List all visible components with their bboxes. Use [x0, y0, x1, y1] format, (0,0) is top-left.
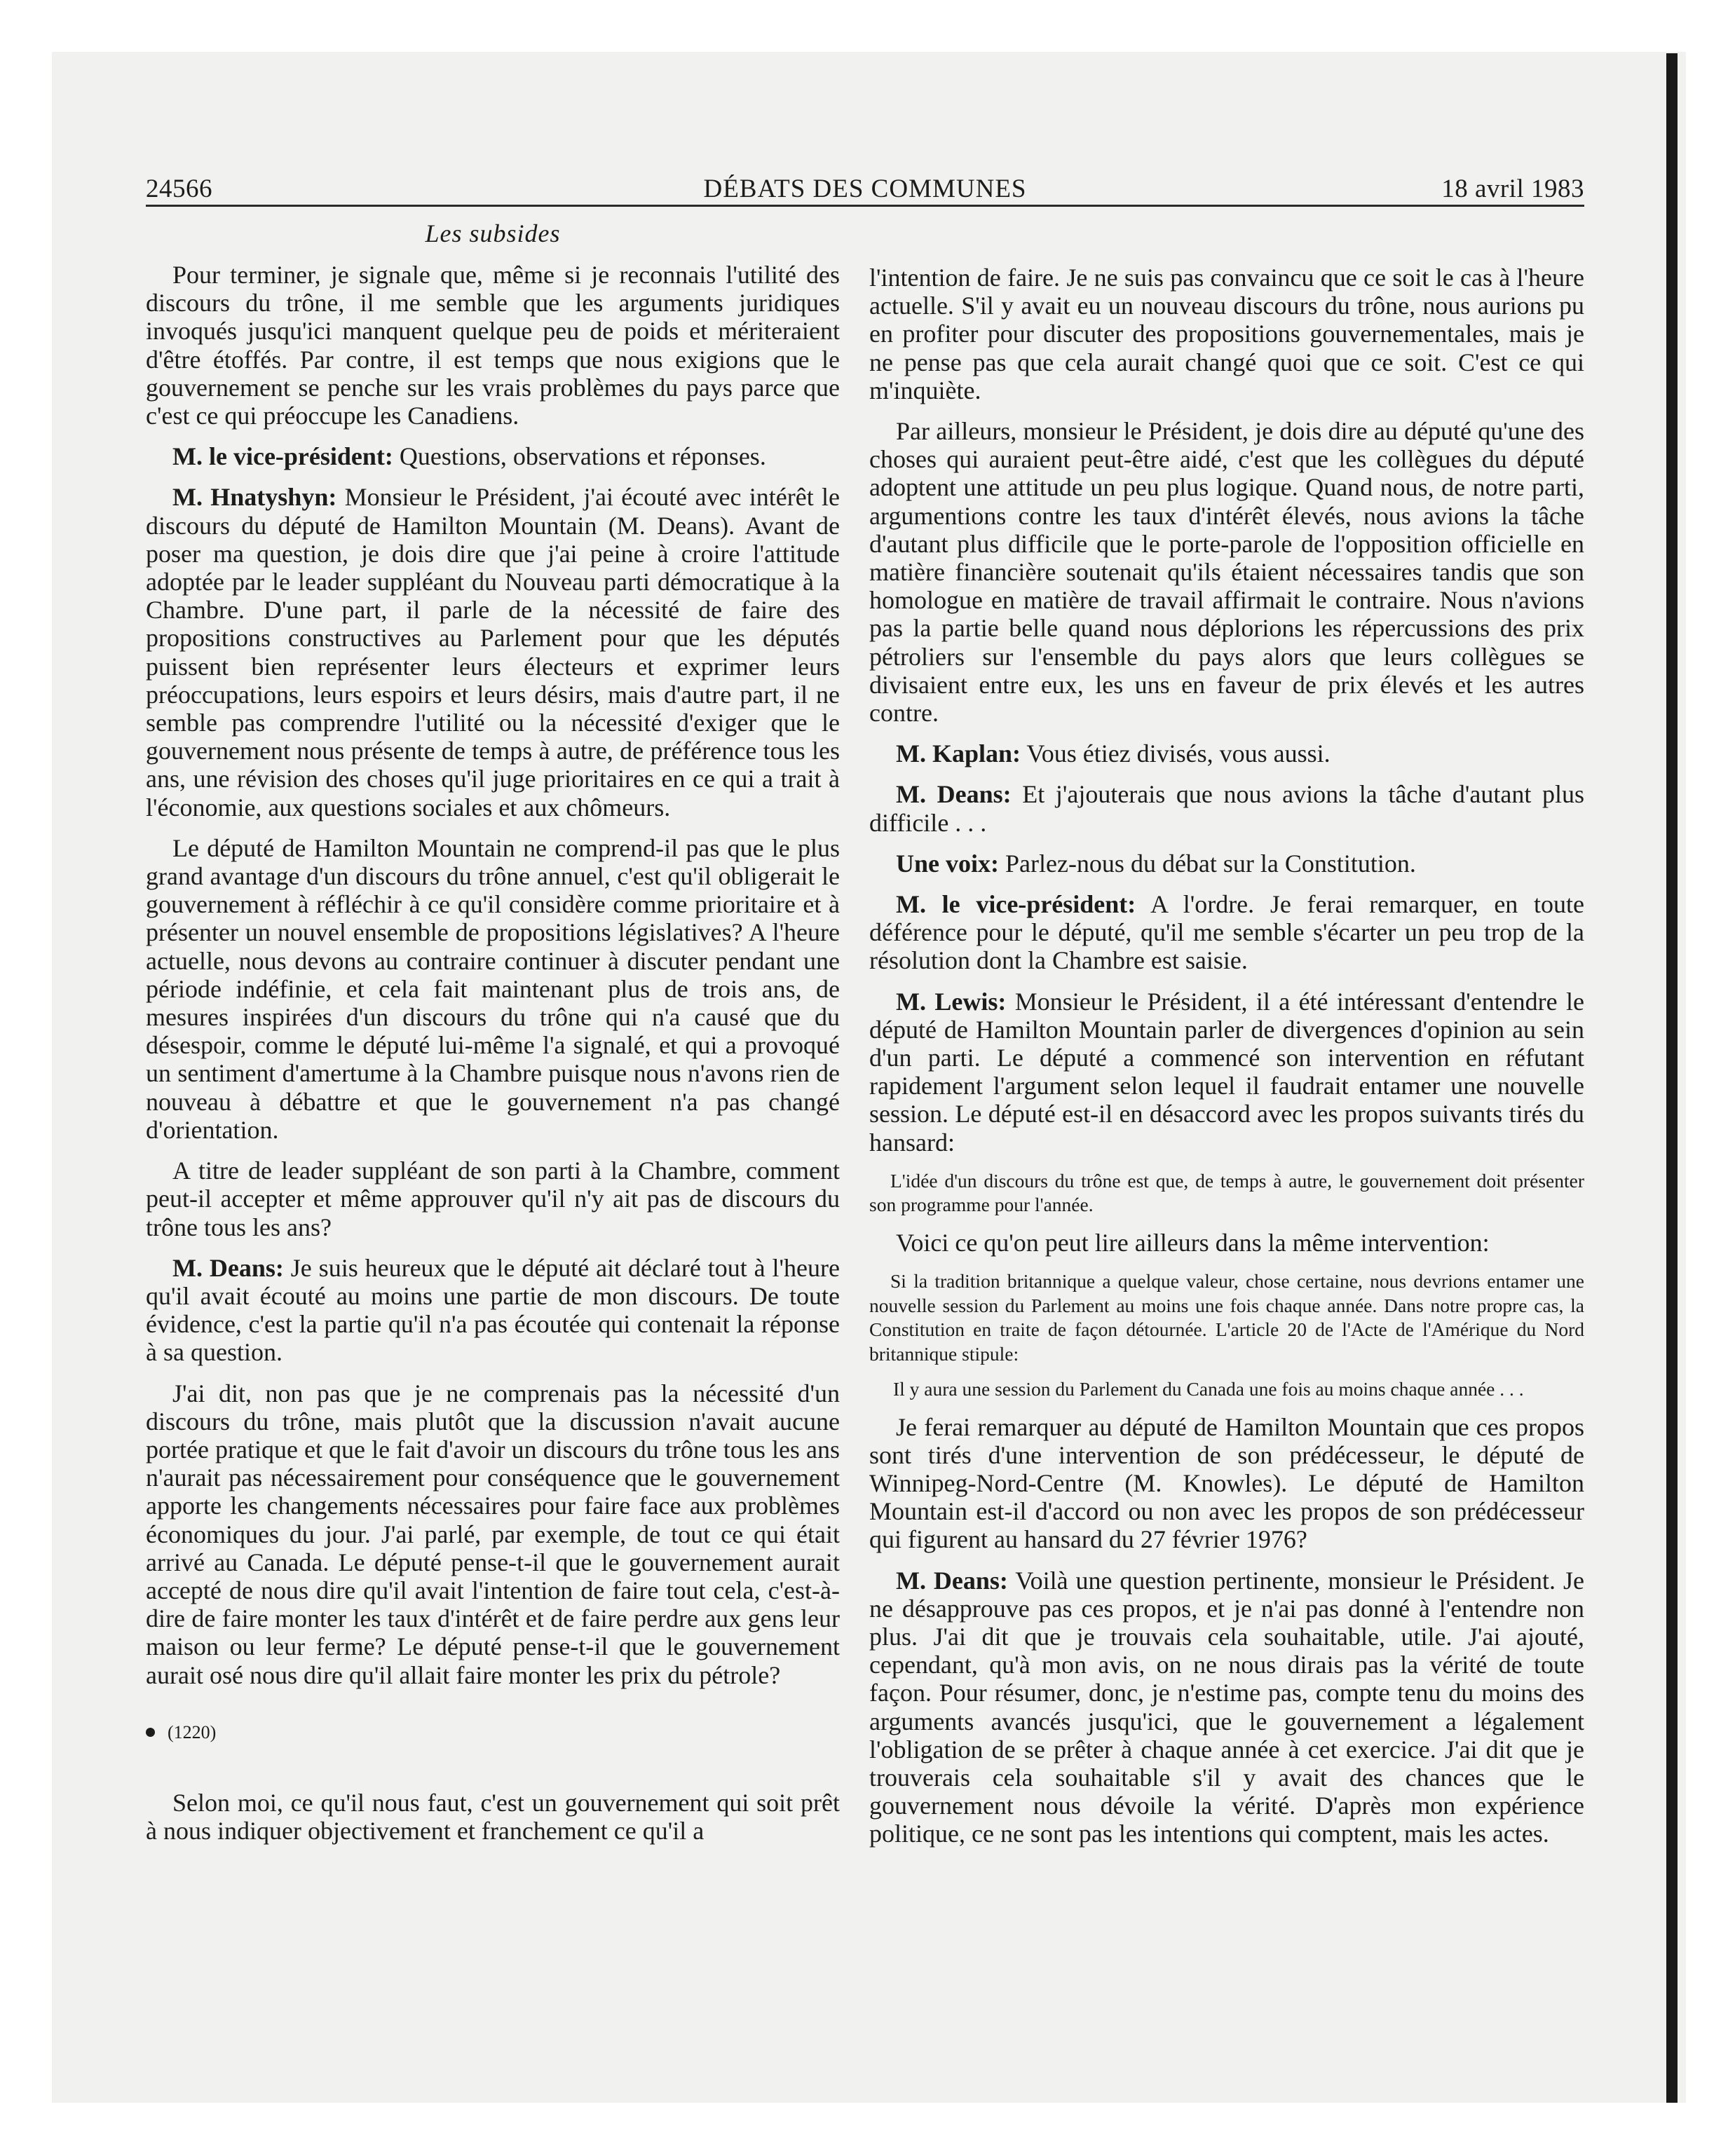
paragraph: l'intention de faire. Je ne suis pas convaincu que ce soit le cas à l'heure actuelle. S'il y avait eu un nouveau discours du trône, nous aurions pu en profiter pour discuter des propositions gouvernementales, mais je ne pense pas que cela aurait changé quoi que ce soit. C'est ce qui m'inquiète.: [869, 264, 1584, 404]
timestamp-text: (1220): [168, 1721, 217, 1742]
speech-text: Questions, observations et réponses.: [393, 442, 766, 471]
speech-text: Et j'ajouterais que nous avions la tâche d'autant plus difficile . . .: [869, 780, 1584, 837]
paragraph: Pour terminer, je signale que, même si je reconnais l'utilité des discours du trône, il me semble que les arguments juridiques invoqués jusqu'ici manquent quelque peu de poids et mériteraient d'être étoffés. Par contre, il est temps que nous exigions que le gouvernement se penche sur les vrais problèmes du pays parce que c'est ce qui préoccupe les Canadiens.: [146, 261, 840, 430]
speaker-name: M. le vice-président:: [896, 890, 1136, 919]
page-header: [146, 168, 1584, 207]
speaker-name: M. Deans:: [172, 1253, 284, 1282]
speech-text: Vous étiez divisés, vous aussi.: [1021, 739, 1331, 768]
speaker-name: M. Deans:: [896, 1566, 1008, 1595]
block-quote: Si la tradition britannique a quelque valeur, chose certaine, nous devrions entamer une nouvelle session du Parlement au moins une fois chaque année. Dans notre propre cas, la Constitution en traite de façon détournée. L'article 20 de l'Acte de l'Amérique du Nord britannique stipule:: [869, 1270, 1584, 1365]
right-column: [869, 264, 1584, 1861]
nested-quote: Il y aura une session du Parlement du Canada une fois au moins chaque année . . .: [893, 1378, 1524, 1400]
paragraph: Je ferai remarquer au député de Hamilton Mountain que ces propos sont tirés d'une intervention de son prédécesseur, le député de Winnipeg-Nord-Centre (M. Knowles). Le député de Hamilton Mountain est-il d'accord ou non avec les propos de son prédécesseur qui figurent au hansard du 27 février 1976?: [869, 1412, 1584, 1554]
paragraph: Le député de Hamilton Mountain ne comprend-il pas que le plus grand avantage d'un discours du trône annuel, c'est qu'il obligerait le gouvernement à réfléchir à ce qu'il considère comme prioritaire et à présenter un nouvel ensemble de propositions législatives? A l'heure actuelle, nous devons au contraire continuer à discuter pendant une période indéfinie, et cela fait maintenant plus de trois ans, de mesures inspirées d'un discours du trône qui n'a causé que du désespoir, comme le député lui-même l'a signalé, et qui a provoqué un sentiment d'amertume à la Chambre puisque nous n'avons rien de nouveau à débattre et que le gouvernement n'a pas changé d'orientation.: [146, 833, 840, 1144]
speech-text: A l'ordre. Je ferai remarquer, en toute déférence pour le député, qu'il me semble s'écarter un peu trop de la résolution dont la Chambre est saisie.: [869, 890, 1584, 975]
page-number: 24566: [146, 175, 212, 203]
paragraph: A titre de leader suppléant de son parti à la Chambre, comment peut-il accepter et même approuver qu'il n'y ait pas de discours du trône tous les ans?: [146, 1157, 840, 1241]
speech-text: Monsieur le Président, j'ai écouté avec intérêt le discours du député de Hamilton Mountain (M. Deans). Avant de poser ma question, je dois dire que j'ai peine à croire l'attitude adoptée par le leader suppléant du Nouveau parti démocratique à la Chambre. D'une part, il parle de la nécessité de faire des propositions constructives au Parlement pour que les députés puissent bien représenter leurs électeurs et exprimer leurs préoccupations, leurs espoirs et leurs désirs, mais d'autre part, il ne semble pas comprendre l'utilité ou la nécessité d'exiger que le gouvernement nous présente de temps à autre, de préférence tous les ans, une révision des choses qu'il juge prioritaires en ce qui a trait à l'économie, aux questions sociales et aux chômeurs.: [146, 483, 840, 821]
scan-edge-bar: [1666, 53, 1678, 2103]
paragraph: [869, 739, 1584, 767]
speech-text: Voilà une question pertinente, monsieur le Président. Je ne désapprouve pas ces propos, et je n'ai pas donné à l'entendre non plus. J'ai dit que je trouvais cela souhaitable, utile. J'ai ajouté, cependant, qu'à mon avis, on ne nous dirais pas la vérité de toute façon. Pour résumer, donc, je n'estime pas, compte tenu du moins des arguments avancés jusqu'ici, que le gouvernement a légalement l'obligation de se prêter à chaque année à cet exercice. J'ai dit que je trouverais cela souhaitable s'il y avait des chances que le gouvernement nous dévoile la vérité. D'après mon expérience politique, ce ne sont pas les intentions qui comptent, mais les actes.: [869, 1566, 1584, 1848]
paragraph: [869, 1567, 1584, 1848]
issue-date: 18 avril 1983: [1441, 175, 1584, 203]
speech-text: Parlez-nous du débat sur la Constitution.: [999, 849, 1416, 878]
paragraph: Par ailleurs, monsieur le Président, je dois dire au député qu'une des choses qui auraient peut-être aidé, c'est que les collègues du député adoptent une attitude un peu plus logique. Quand nous, de notre parti, argumentions contre les taux d'intérêt élevés, nous avions la tâche d'autant plus difficile que le porte-parole de l'opposition officielle en matière financière soutenait qu'ils étaient nécessaires tandis que son homologue en matière de travail affirmait le contraire. Nous n'avions pas la partie belle quand nous déplorions les répercussions des prix pétroliers sur l'ensemble du pays alors que leurs collègues se divisaient entre eux, les uns en faveur de prix élevés et les autres contre.: [869, 417, 1584, 728]
left-column: [146, 261, 840, 1857]
speaker-name: M. Kaplan:: [896, 739, 1021, 768]
timestamp-marker: [146, 1719, 840, 1747]
header-rule: [146, 205, 1584, 207]
paragraph: Voici ce qu'on peut lire ailleurs dans la même intervention:: [896, 1228, 1490, 1257]
speaker-name: M. Lewis:: [896, 987, 1007, 1016]
running-head: Les subsides: [425, 219, 561, 247]
bullet-icon: [146, 1728, 155, 1737]
speech-text: Monsieur le Président, il a été intéressant d'entendre le député de Hamilton Mountain parler de divergences d'opinion au sein d'un parti. Le député a commencé son intervention en réfutant rapidement l'argument selon lequel il faudrait entamer une nouvelle session. Le député est-il en désaccord avec les propos suivants tirés du hansard:: [869, 987, 1585, 1157]
paragraph: Selon moi, ce qu'il nous faut, c'est un gouvernement qui soit prêt à nous indiquer objectivement et franchement ce qu'il a: [146, 1788, 840, 1845]
paragraph: [869, 780, 1584, 836]
speaker-name: M. Deans:: [896, 780, 1012, 809]
paragraph: J'ai dit, non pas que je ne comprenais pas la nécessité d'un discours du trône, mais plutôt que la discussion n'avait aucune portée pratique et que le fait d'avoir un discours du trône tous les ans n'aurait pas nécessairement pour conséquence que le gouvernement apporte les changements nécessaires pour faire face aux problèmes économiques du jour. J'ai parlé, par exemple, de tout ce qui était arrivé au Canada. Le député pense-t-il que le gouvernement aurait accepté de nous dire qu'il avait l'intention de faire tout cela, c'est-à-dire de faire monter les taux d'intérêt et de faire perdre aux gens leur maison ou leur ferme? Le député pense-t-il que le gouvernement aurait osé nous dire qu'il allait faire monter les prix du pétrole?: [146, 1379, 840, 1689]
block-quote: L'idée d'un discours du trône est que, de temps à autre, le gouvernement doit présenter son programme pour l'année.: [869, 1169, 1584, 1216]
speaker-name: M. le vice-président:: [172, 442, 393, 471]
speech-text: Je suis heureux que le député ait déclaré tout à l'heure qu'il avait écouté au moins une partie de mon discours. De toute évidence, c'est la partie qu'il n'a pas écoutée qui contenait la réponse à sa question.: [146, 1253, 840, 1367]
paragraph: [869, 850, 1584, 878]
paragraph: [869, 988, 1584, 1157]
paragraph: [146, 1254, 840, 1367]
paragraph: [146, 483, 840, 821]
speaker-name: M. Hnatyshyn:: [172, 483, 337, 512]
publication-title: DÉBATS DES COMMUNES: [703, 175, 1027, 203]
speaker-name: Une voix:: [896, 849, 999, 878]
paragraph: [146, 442, 840, 470]
paragraph: [869, 890, 1584, 975]
